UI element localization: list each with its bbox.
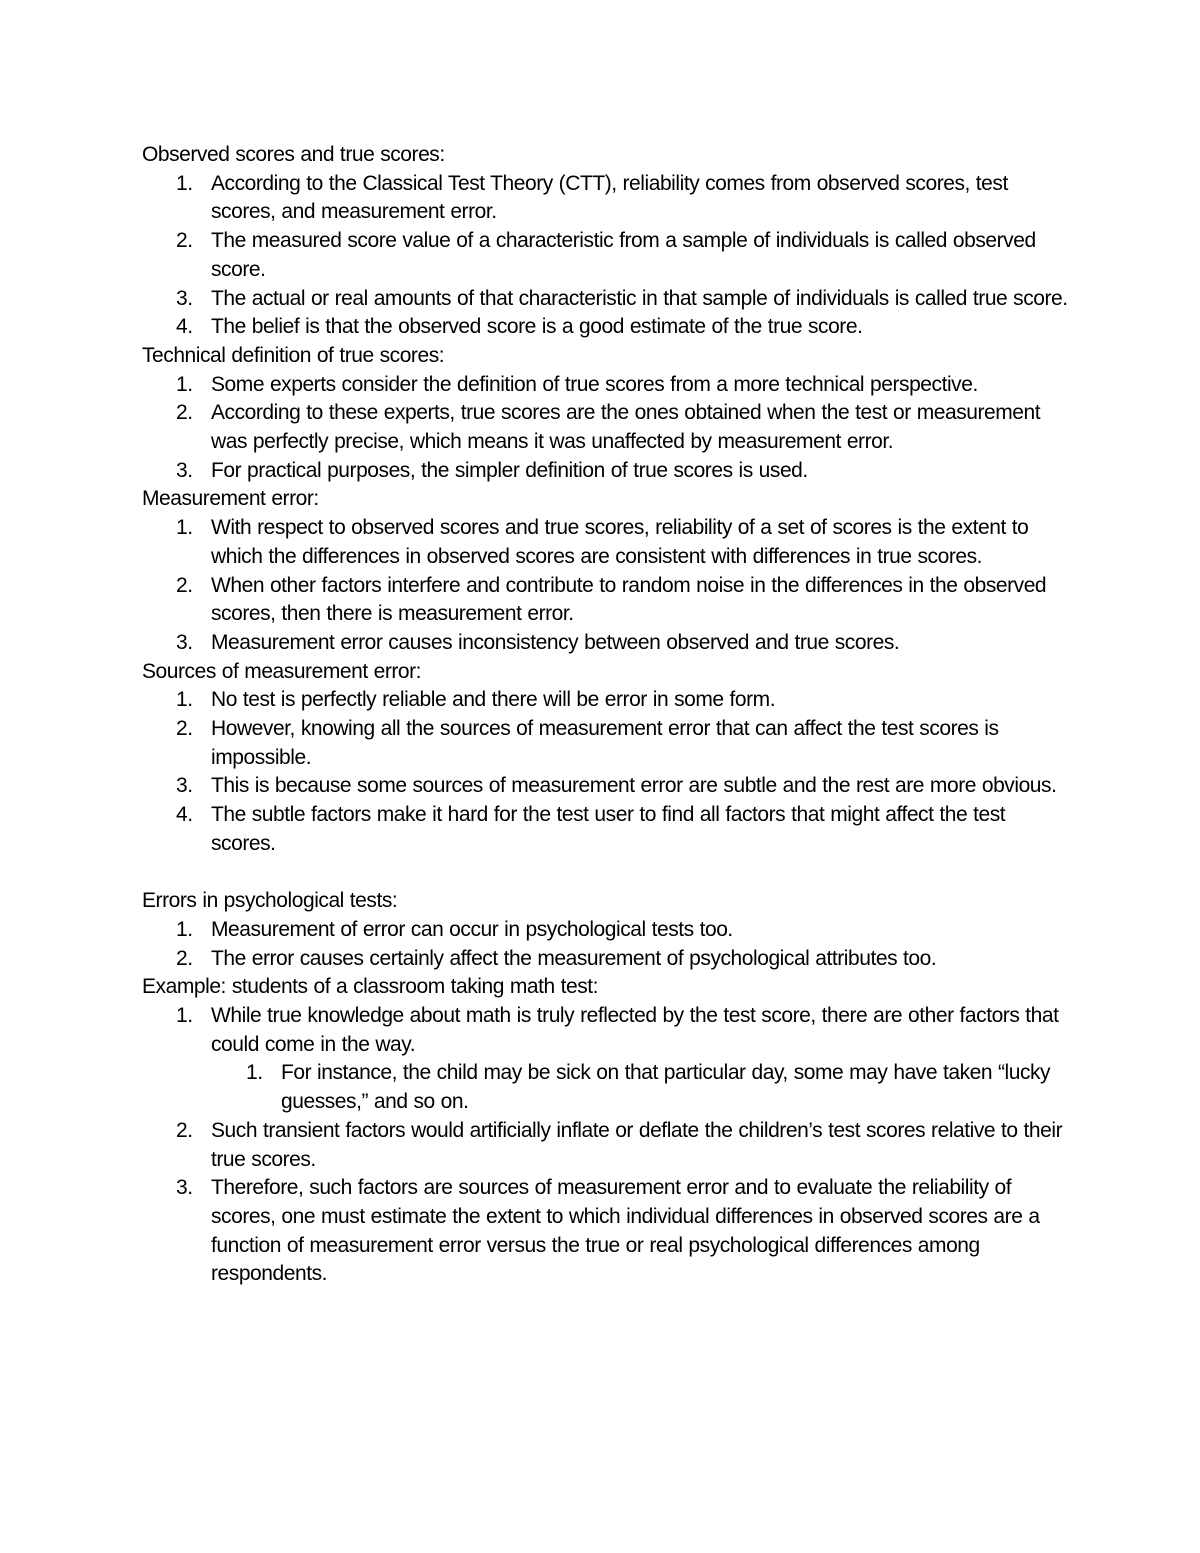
section-heading: Errors in psychological tests: — [142, 889, 398, 913]
section-observed-scores — [142, 141, 1072, 342]
list-number: 2. — [176, 1118, 193, 1142]
list-item-text: Measurement error causes inconsistency between observed and true scores. — [211, 630, 900, 654]
section-heading: Observed scores and true scores: — [142, 143, 445, 166]
section-psychological-tests — [142, 887, 1072, 973]
list-item — [142, 1002, 1072, 1117]
section-sources-of-error — [142, 658, 1072, 859]
list-item-text: The subtle factors make it hard for the test user to find all factors that might affect the test scores. — [211, 803, 1006, 855]
document-page — [142, 141, 1072, 1289]
numbered-list — [142, 686, 1072, 858]
list-item-text: The actual or real amounts of that characteristic in that sample of individuals is called true score. — [211, 286, 1068, 310]
list-number: 2. — [176, 946, 193, 970]
list-item-text: No test is perfectly reliable and there will be error in some form. — [211, 688, 776, 712]
blank-line — [142, 859, 1072, 888]
list-item — [142, 457, 1072, 486]
list-number: 1. — [176, 1004, 193, 1028]
list-item-text: The error causes certainly affect the measurement of psychological attributes too. — [211, 946, 937, 970]
list-item-text: According to the Classical Test Theory (CTT), reliability comes from observed scores, test scores, and measurement error. — [211, 171, 1008, 224]
numbered-list — [142, 371, 1072, 486]
list-item — [142, 227, 1072, 284]
list-number: 1. — [176, 516, 193, 540]
list-number: 3. — [176, 286, 193, 310]
list-item — [142, 945, 1072, 974]
list-item — [142, 801, 1072, 858]
numbered-list — [142, 1002, 1072, 1289]
list-item — [142, 1117, 1072, 1174]
list-item-text: When other factors interfere and contribute to random noise in the differences in the observed scores, then there is measurement error. — [211, 573, 1047, 626]
section-heading: Technical definition of true scores: — [142, 343, 445, 367]
list-number: 1. — [176, 688, 193, 712]
list-item-text: However, knowing all the sources of measurement error that can affect the test scores is impossible. — [211, 717, 999, 769]
list-item — [142, 1174, 1072, 1289]
section-heading: Example: students of a classroom taking math test: — [142, 975, 599, 999]
list-number: 2. — [176, 573, 193, 597]
list-item-text: The belief is that the observed score is a good estimate of the true score. — [211, 315, 863, 339]
numbered-list — [142, 514, 1072, 658]
numbered-list — [142, 916, 1072, 973]
list-item — [142, 715, 1072, 772]
list-item — [142, 399, 1072, 456]
list-item-text: According to these experts, true scores are the ones obtained when the test or measurement was perfectly precise, which means it was unaffected by measurement error. — [211, 401, 1041, 454]
list-number: 1. — [176, 171, 193, 195]
list-number: 4. — [176, 803, 193, 827]
list-item-text: This is because some sources of measurement error are subtle and the rest are more obvious. — [211, 774, 1057, 798]
list-item — [142, 629, 1072, 658]
list-item-text: Measurement of error can occur in psychological tests too. — [211, 917, 733, 941]
section-technical-definition — [142, 342, 1072, 486]
nested-list-item — [142, 1059, 1072, 1116]
list-item-text: Such transient factors would artificially inflate or deflate the children’s test scores relative to their true scores. — [211, 1118, 1063, 1171]
list-item — [142, 916, 1072, 945]
section-measurement-error — [142, 485, 1072, 657]
section-math-test-example — [142, 973, 1072, 1289]
list-number: 3. — [176, 1176, 193, 1200]
list-number: 1. — [246, 1061, 263, 1085]
list-item-text: Some experts consider the definition of true scores from a more technical perspective. — [211, 372, 978, 396]
list-item-text: For instance, the child may be sick on that particular day, some may have taken “lucky guesses,” and so on. — [281, 1061, 1051, 1114]
list-number: 1. — [176, 917, 193, 941]
list-item-text: The measured score value of a characteristic from a sample of individuals is called observed score. — [211, 229, 1036, 281]
list-item — [142, 572, 1072, 629]
list-number: 3. — [176, 774, 193, 798]
section-heading: Sources of measurement error: — [142, 659, 422, 683]
list-number: 3. — [176, 630, 193, 654]
list-number: 4. — [176, 315, 193, 339]
list-item-text: While true knowledge about math is truly reflected by the test score, there are other factors that could come in the way. — [211, 1004, 1059, 1056]
list-item — [142, 313, 1072, 342]
list-item — [142, 170, 1072, 227]
numbered-list — [142, 170, 1072, 342]
list-number: 2. — [176, 717, 193, 741]
list-number: 1. — [176, 372, 193, 396]
list-number: 2. — [176, 229, 193, 253]
list-number: 3. — [176, 458, 193, 482]
list-item — [142, 285, 1072, 314]
list-item-text: For practical purposes, the simpler definition of true scores is used. — [211, 458, 808, 482]
section-heading: Measurement error: — [142, 487, 319, 511]
list-item-text: Therefore, such factors are sources of measurement error and to evaluate the reliability of scores, one must estimate the extent to which individual differences in observed scores are a function of measurement error versus the true or real psychological differences among respondents. — [211, 1176, 1040, 1286]
list-item — [142, 686, 1072, 715]
list-number: 2. — [176, 401, 193, 425]
list-item — [142, 514, 1072, 571]
nested-list — [211, 1059, 1072, 1116]
list-item — [142, 371, 1072, 400]
list-item — [142, 772, 1072, 801]
list-item-text: With respect to observed scores and true scores, reliability of a set of scores is the extent to which the differences in observed scores are consistent with differences in true scores. — [211, 516, 1029, 568]
